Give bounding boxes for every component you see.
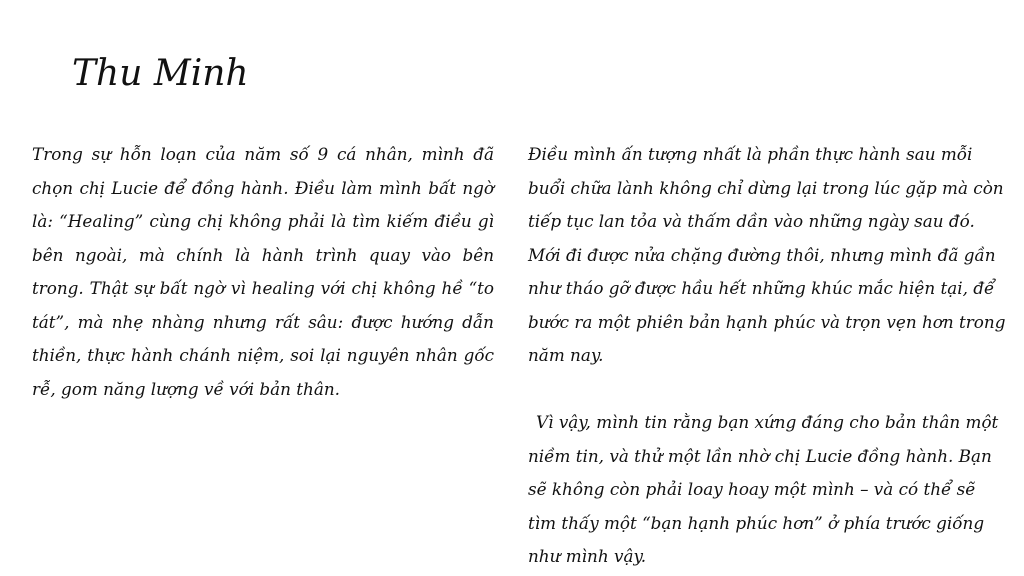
testimonial-paragraph-2: Điều mình ấn tượng nhất là phần thực hành sau mỗi buổi chữa lành không chỉ dừng lại trong lúc gặp mà còn tiếp tục lan tỏa và thấm dần vào những ngày sau đó. Mới đi được nửa chặng đường thôi, nhưng mình đã gần như tháo gỡ được hầu hết những khúc mắc hiện tại, để bước ra một phiên bản hạnh phúc và trọn vẹn hơn trong năm nay. [528, 144, 1006, 365]
left-text-column [32, 138, 494, 406]
page-title: Thu Minh [72, 53, 249, 94]
right-text-column [528, 138, 1006, 574]
testimonial-paragraph-1: Trong sự hỗn loạn của năm số 9 cá nhân, mình đã chọn chị Lucie để đồng hành. Điều làm mình bất ngờ là: “Healing” cùng chị không phải là tìm kiếm điều gì bên ngoài, mà chính là hành trình quay vào bên trong. Thật sự bất ngờ vì healing với chị không hề “to tát”, mà nhẹ nhàng nhưng rất sâu: được hướng dẫn thiền, thực hành chánh niệm, soi lại nguyên nhân gốc rễ, gom năng lượng về với bản thân. [32, 144, 494, 399]
testimonial-paragraph-3: Vì vậy, mình tin rằng bạn xứng đáng cho bản thân một niềm tin, và thử một lần nhờ chị Lucie đồng hành. Bạn sẽ không còn phải loay hoay một mình – và có thể sẽ tìm thấy một “bạn hạnh phúc hơn” ở phía trước giống như mình vậy. [528, 412, 999, 566]
